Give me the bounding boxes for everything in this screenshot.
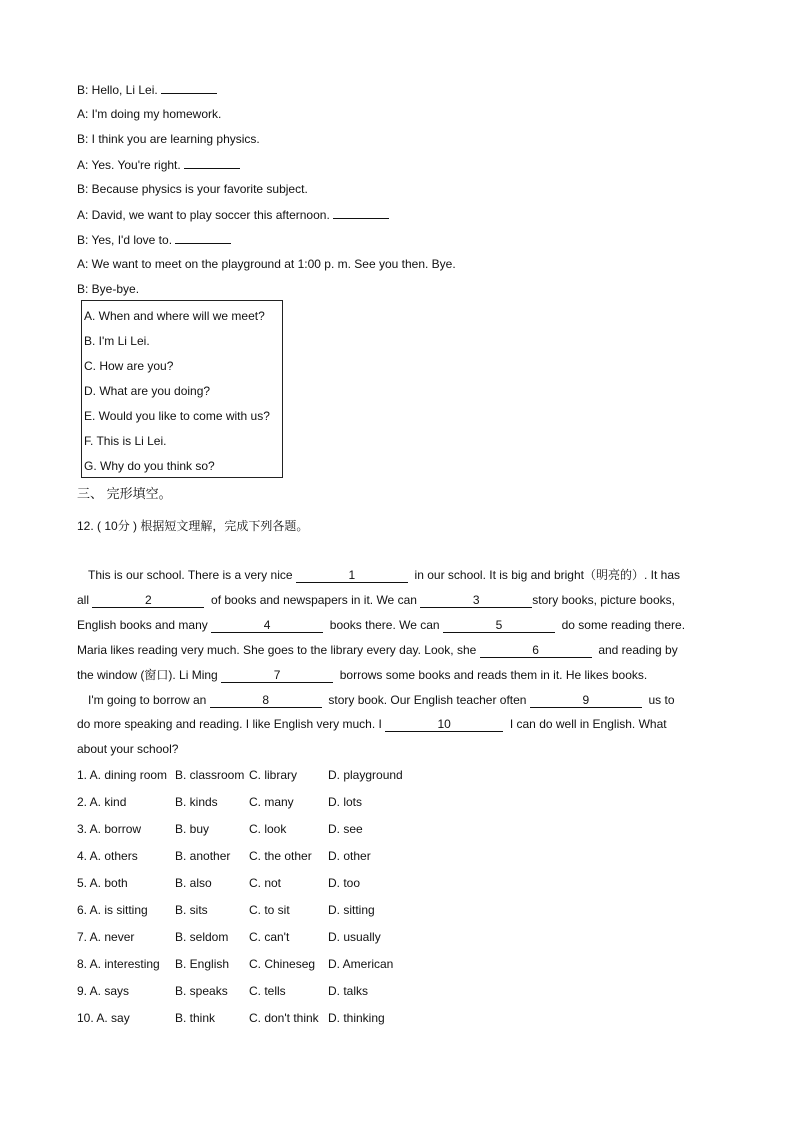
cloze-blank-7[interactable]: 7 [221,668,333,683]
dialogue-line-3: B: I think you are learning physics. [77,132,260,146]
passage-line-2: all 2 of books and newspapers in it. We can 3 story books, picture books, [77,593,675,607]
option-a: A. When and where will we meet? [84,309,265,323]
cloze-blank-9[interactable]: 9 [530,693,642,708]
passage-line-1: This is our school. There is a very nice 1 in our school. It is big and bright（明亮的）. It has [88,568,680,582]
option-d: D. What are you doing? [84,384,211,398]
cloze-blank-6[interactable]: 6 [480,643,592,658]
option-f: F. This is Li Lei. [84,434,167,448]
section-title: 三、 完形填空。 [77,486,172,501]
cloze-blank-5[interactable]: 5 [443,618,555,633]
passage-line-3: English books and many 4 books there. We can 5 do some reading there. [77,618,686,632]
answer-blank[interactable] [161,81,217,94]
cloze-blank-1[interactable]: 1 [296,568,408,583]
dialogue-line-1: B: Hello, Li Lei. [77,81,217,98]
passage-line-8: about your school? [77,742,179,756]
cloze-blank-3[interactable]: 3 [420,593,532,608]
dialogue-line-8: A: We want to meet on the playground at 1:00 p. m. See you then. Bye. [77,257,456,271]
answer-blank[interactable] [175,231,231,244]
dialogue-line-6: A: David, we want to play soccer this afternoon. [77,206,389,223]
dialogue-line-5: B: Because physics is your favorite subject. [77,182,308,196]
answer-blank[interactable] [333,206,389,219]
cloze-blank-8[interactable]: 8 [210,693,322,708]
option-e: E. Would you like to come with us? [84,409,270,423]
option-c: C. How are you? [84,359,174,373]
cloze-blank-4[interactable]: 4 [211,618,323,633]
passage-line-5: the window (窗口). Li Ming 7 borrows some books and reads them in it. He likes books. [77,668,648,682]
passage-line-4: Maria likes reading very much. She goes to the library every day. Look, she 6 and reading by [77,643,678,657]
passage-line-6: I'm going to borrow an 8 story book. Our English teacher often 9 us to [88,693,675,707]
passage-line-7: do more speaking and reading. I like English very much. I 10 I can do well in English. What [77,717,667,731]
dialogue-line-9: B: Bye-bye. [77,282,140,296]
cloze-blank-2[interactable]: 2 [92,593,204,608]
option-b: B. I'm Li Lei. [84,334,150,348]
dialogue-line-4: A: Yes. You're right. [77,156,240,173]
option-g: G. Why do you think so? [84,459,215,473]
answer-blank[interactable] [184,156,240,169]
dialogue-line-2: A: I'm doing my homework. [77,107,222,121]
dialogue-line-7: B: Yes, I'd love to. [77,231,231,248]
cloze-blank-10[interactable]: 10 [385,717,503,732]
question-heading: 12. ( 10分 ) 根据短文理解，完成下列各题。 [77,519,309,533]
options-box [81,300,283,478]
document-page: B: Hello, Li Lei. A: I'm doing my homework. B: I think you are learning physics. A: Yes. You're right. B: Because physics is your favorite subject. A: David, we want to play soccer this afternoon. B: Yes, I'd love to. A: We want to meet on the playground at 1:00 p. m. See you then. Bye. B: Bye-bye. A. When and where will we meet? B. I'm Li Lei. C. How are you? D. What are you doing? E. Would you like to come with us? F. This is Li Lei. G. Why do you think so? 三、 完形填空。 12. ( 10分 ) 根据短文理解，完成下列各题。 This is our school. There is a very nice 1 in our school. It is big and bright（明亮的）. It has all 2 of books and newspapers in it. We can 3 story books, picture books, English books and many 4 books there. We can 5 do some reading there. Maria likes reading very much. She goes to the library every day. Look, she 6 and reading by the window (窗口). Li Ming 7 borrows some books and reads them in it. He likes books. I'm going to borrow an 8 story book. Our English teacher often 9 us to do more speaking and reading. I like English very much. I 10 I can do well in English. What about your school? 1. A. dining room B. classroom C. library D. playground 2. A. kind B. kinds C. many D. lots 3. A. borrow B. buy C. look D. see 4. A. others B. another C. the other D. other 5. A. both B. also C. not D. too 6. A. is sitting B. sits C. to sit D. sitting 7. A. never B. seldom C. can't D. usually 8. A. interesting B. English C. Chineseg D. American 9. A. says B. speaks C. tells D. talks 10. A. say B. think C. don't think D. thinking [77,83,686,1025]
